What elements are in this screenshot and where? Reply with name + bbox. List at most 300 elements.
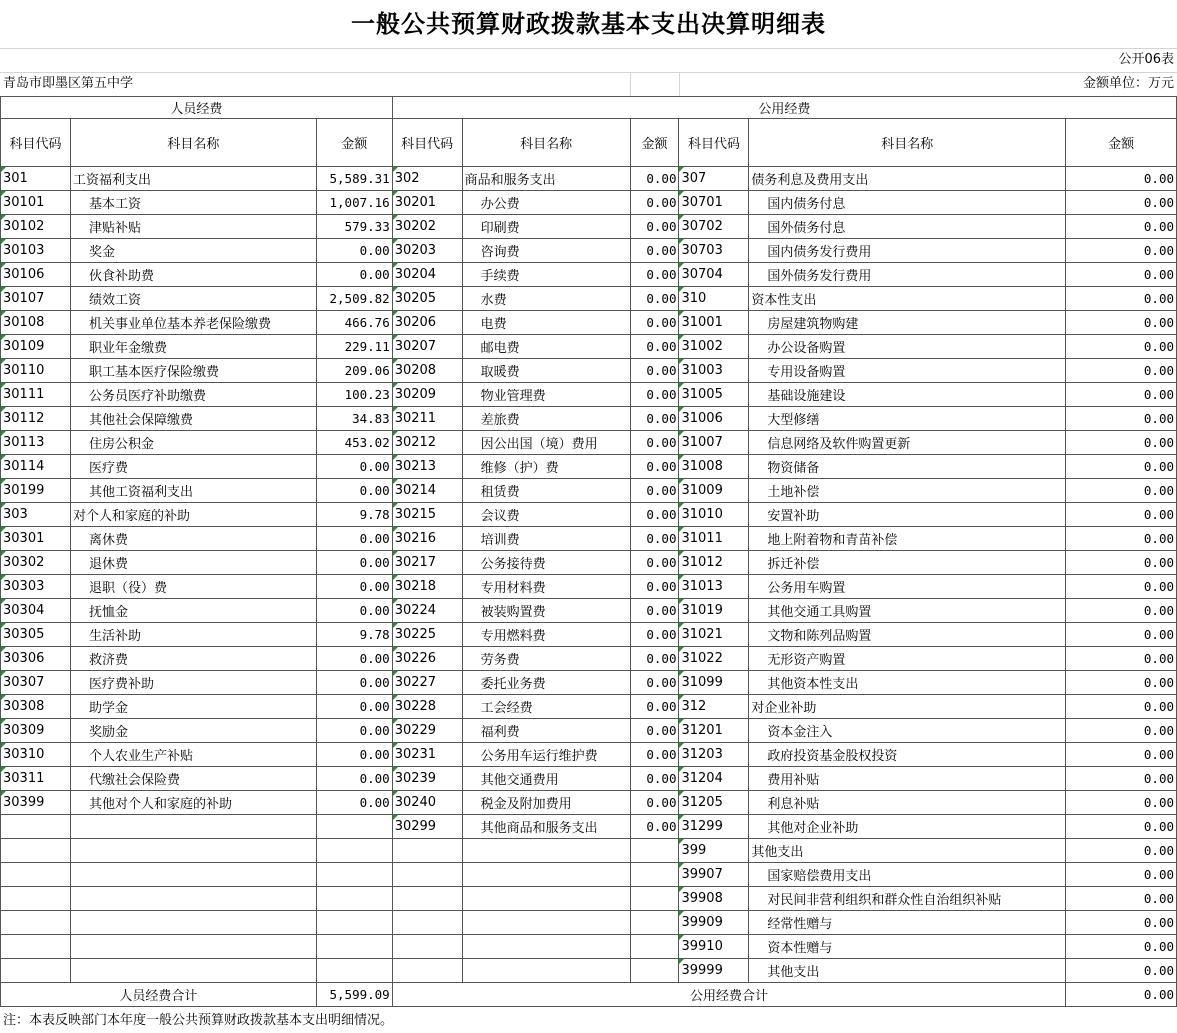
code-cell: 30206 xyxy=(392,311,462,335)
name-cell: 地上附着物和青苗补偿 xyxy=(749,527,1066,551)
name-cell: 工会经费 xyxy=(462,695,630,719)
table-row xyxy=(1,239,1177,263)
code-cell: 30208 xyxy=(392,359,462,383)
table-row xyxy=(1,407,1177,431)
amount-cell: 0.00 xyxy=(1066,935,1177,959)
amount-cell: 0.00 xyxy=(1066,575,1177,599)
name-cell: 其他工资福利支出 xyxy=(70,479,316,503)
table-row xyxy=(1,719,1177,743)
name-cell: 土地补偿 xyxy=(749,479,1066,503)
amount-cell: 100.23 xyxy=(316,383,392,407)
amount-cell: 9.78 xyxy=(316,623,392,647)
name-cell: 国内债务发行费用 xyxy=(749,239,1066,263)
amount-cell: 0.00 xyxy=(630,815,679,839)
name-cell: 物资储备 xyxy=(749,455,1066,479)
name-cell: 福利费 xyxy=(462,719,630,743)
code-cell: 31021 xyxy=(679,623,749,647)
code-cell: 312 xyxy=(679,695,749,719)
code-cell: 30107 xyxy=(1,287,71,311)
name-cell: 国外债务付息 xyxy=(749,215,1066,239)
name-cell: 费用补贴 xyxy=(749,767,1066,791)
code-cell: 30201 xyxy=(392,191,462,215)
code-cell: 31099 xyxy=(679,671,749,695)
code-cell: 30306 xyxy=(1,647,71,671)
table-row xyxy=(1,575,1177,599)
code-cell xyxy=(1,863,71,887)
amount-cell: 0.00 xyxy=(1066,887,1177,911)
name-cell xyxy=(462,863,630,887)
amount-cell xyxy=(630,887,679,911)
name-cell: 因公出国（境）费用 xyxy=(462,431,630,455)
table-row xyxy=(1,815,1177,839)
col-header-name: 科目名称 xyxy=(462,119,630,167)
amount-cell xyxy=(630,839,679,863)
col-header-code: 科目代码 xyxy=(392,119,462,167)
amount-cell: 0.00 xyxy=(316,647,392,671)
amount-cell: 0.00 xyxy=(316,695,392,719)
amount-cell: 0.00 xyxy=(1066,383,1177,407)
amount-cell: 0.00 xyxy=(1066,527,1177,551)
report-title: 一般公共预算财政拨款基本支出决算明细表 xyxy=(351,9,826,38)
code-cell xyxy=(1,911,71,935)
amount-cell: 0.00 xyxy=(1066,815,1177,839)
amount-cell: 0.00 xyxy=(316,455,392,479)
amount-cell: 0.00 xyxy=(1066,719,1177,743)
name-cell: 津贴补贴 xyxy=(70,215,316,239)
name-cell: 机关事业单位基本养老保险缴费 xyxy=(70,311,316,335)
name-cell: 劳务费 xyxy=(462,647,630,671)
name-cell: 代缴社会保险费 xyxy=(70,767,316,791)
amount-cell xyxy=(316,911,392,935)
code-cell: 30216 xyxy=(392,527,462,551)
amount-cell xyxy=(316,863,392,887)
code-cell: 31013 xyxy=(679,575,749,599)
name-cell: 税金及附加费用 xyxy=(462,791,630,815)
code-cell: 30215 xyxy=(392,503,462,527)
code-cell: 30303 xyxy=(1,575,71,599)
amount-cell: 0.00 xyxy=(630,215,679,239)
name-cell: 差旅费 xyxy=(462,407,630,431)
amount-cell: 453.02 xyxy=(316,431,392,455)
amount-cell: 0.00 xyxy=(1066,407,1177,431)
name-cell: 基本工资 xyxy=(70,191,316,215)
amount-cell: 2,509.82 xyxy=(316,287,392,311)
name-cell: 伙食补助费 xyxy=(70,263,316,287)
name-cell: 商品和服务支出 xyxy=(462,167,630,191)
name-cell: 退休费 xyxy=(70,551,316,575)
table-row xyxy=(1,263,1177,287)
amount-cell: 579.33 xyxy=(316,215,392,239)
amount-cell: 0.00 xyxy=(316,527,392,551)
name-cell: 生活补助 xyxy=(70,623,316,647)
amount-cell: 0.00 xyxy=(630,191,679,215)
name-cell: 办公设备购置 xyxy=(749,335,1066,359)
amount-cell: 0.00 xyxy=(1066,215,1177,239)
code-cell: 30217 xyxy=(392,551,462,575)
amount-cell: 229.11 xyxy=(316,335,392,359)
code-cell: 31010 xyxy=(679,503,749,527)
code-cell xyxy=(392,839,462,863)
amount-cell: 1,007.16 xyxy=(316,191,392,215)
code-cell: 30239 xyxy=(392,767,462,791)
amount-cell: 0.00 xyxy=(1066,695,1177,719)
name-cell: 租赁费 xyxy=(462,479,630,503)
amount-cell: 0.00 xyxy=(1066,455,1177,479)
code-cell: 39910 xyxy=(679,935,749,959)
form-number: 公开06表 xyxy=(1118,52,1174,67)
name-cell: 会议费 xyxy=(462,503,630,527)
amount-cell: 0.00 xyxy=(630,551,679,575)
amount-cell xyxy=(316,935,392,959)
code-cell: 31003 xyxy=(679,359,749,383)
amount-cell: 0.00 xyxy=(630,575,679,599)
code-cell: 30310 xyxy=(1,743,71,767)
name-cell: 大型修缮 xyxy=(749,407,1066,431)
amount-cell: 0.00 xyxy=(316,791,392,815)
code-cell: 30204 xyxy=(392,263,462,287)
totals-row xyxy=(1,983,1177,1007)
name-cell: 医疗费 xyxy=(70,455,316,479)
name-cell: 职业年金缴费 xyxy=(70,335,316,359)
name-cell: 印刷费 xyxy=(462,215,630,239)
code-cell: 30211 xyxy=(392,407,462,431)
expenditure-table xyxy=(0,96,1177,1007)
amount-cell: 0.00 xyxy=(316,239,392,263)
col-header-name: 科目名称 xyxy=(749,119,1066,167)
name-cell: 退职（役）费 xyxy=(70,575,316,599)
amount-cell: 0.00 xyxy=(630,767,679,791)
unit-name: 青岛市即墨区第五中学 xyxy=(3,76,134,91)
code-cell: 303 xyxy=(1,503,71,527)
name-cell xyxy=(462,935,630,959)
code-cell: 39999 xyxy=(679,959,749,983)
amount-cell: 0.00 xyxy=(1066,287,1177,311)
col-header-code: 科目代码 xyxy=(679,119,749,167)
code-cell: 30229 xyxy=(392,719,462,743)
amount-cell: 0.00 xyxy=(630,167,679,191)
name-cell: 国外债务发行费用 xyxy=(749,263,1066,287)
name-cell: 抚恤金 xyxy=(70,599,316,623)
amount-cell: 0.00 xyxy=(1066,191,1177,215)
amount-cell: 0.00 xyxy=(630,695,679,719)
amount-cell: 0.00 xyxy=(1066,959,1177,983)
name-cell: 国内债务付息 xyxy=(749,191,1066,215)
code-cell xyxy=(1,887,71,911)
code-cell: 30224 xyxy=(392,599,462,623)
code-cell: 30214 xyxy=(392,479,462,503)
table-row xyxy=(1,215,1177,239)
code-cell xyxy=(392,863,462,887)
table-row xyxy=(1,527,1177,551)
amount-cell: 0.00 xyxy=(630,719,679,743)
name-cell: 国家赔偿费用支出 xyxy=(749,863,1066,887)
table-row xyxy=(1,359,1177,383)
table-row xyxy=(1,647,1177,671)
name-cell: 其他对个人和家庭的补助 xyxy=(70,791,316,815)
name-cell: 咨询费 xyxy=(462,239,630,263)
amount-cell: 0.00 xyxy=(1066,911,1177,935)
amount-cell: 0.00 xyxy=(316,551,392,575)
name-cell xyxy=(462,887,630,911)
code-cell: 30212 xyxy=(392,431,462,455)
grid-line xyxy=(630,72,631,96)
amount-cell: 0.00 xyxy=(1066,359,1177,383)
amount-cell xyxy=(630,935,679,959)
amount-cell: 0.00 xyxy=(1066,623,1177,647)
table-row xyxy=(1,767,1177,791)
table-row xyxy=(1,455,1177,479)
name-cell xyxy=(70,863,316,887)
name-cell: 水费 xyxy=(462,287,630,311)
code-cell: 39909 xyxy=(679,911,749,935)
amount-cell: 0.00 xyxy=(630,647,679,671)
code-cell: 30102 xyxy=(1,215,71,239)
code-cell: 310 xyxy=(679,287,749,311)
table-row xyxy=(1,839,1177,863)
name-cell: 资本性赠与 xyxy=(749,935,1066,959)
group-header-row xyxy=(1,97,1177,119)
amount-cell: 9.78 xyxy=(316,503,392,527)
amount-cell: 0.00 xyxy=(630,671,679,695)
name-cell: 经常性赠与 xyxy=(749,911,1066,935)
code-cell: 30227 xyxy=(392,671,462,695)
amount-cell: 0.00 xyxy=(630,311,679,335)
code-cell: 30701 xyxy=(679,191,749,215)
name-cell: 助学金 xyxy=(70,695,316,719)
code-cell: 30231 xyxy=(392,743,462,767)
code-cell: 39908 xyxy=(679,887,749,911)
name-cell: 其他支出 xyxy=(749,959,1066,983)
group-public: 公用经费 xyxy=(392,97,1176,119)
name-cell: 委托业务费 xyxy=(462,671,630,695)
code-cell: 30226 xyxy=(392,647,462,671)
name-cell: 公务接待费 xyxy=(462,551,630,575)
code-cell: 31203 xyxy=(679,743,749,767)
name-cell: 绩效工资 xyxy=(70,287,316,311)
amount-cell: 0.00 xyxy=(316,671,392,695)
name-cell xyxy=(462,839,630,863)
name-cell: 文物和陈列品购置 xyxy=(749,623,1066,647)
code-cell: 31002 xyxy=(679,335,749,359)
name-cell: 基础设施建设 xyxy=(749,383,1066,407)
code-cell: 30205 xyxy=(392,287,462,311)
table-row xyxy=(1,695,1177,719)
code-cell: 30301 xyxy=(1,527,71,551)
table-row xyxy=(1,479,1177,503)
code-cell: 31008 xyxy=(679,455,749,479)
name-cell: 其他交通费用 xyxy=(462,767,630,791)
table-row xyxy=(1,599,1177,623)
amount-cell xyxy=(630,863,679,887)
amount-cell: 0.00 xyxy=(630,287,679,311)
amount-cell: 0.00 xyxy=(1066,839,1177,863)
amount-cell xyxy=(316,887,392,911)
table-row xyxy=(1,671,1177,695)
amount-cell: 0.00 xyxy=(1066,335,1177,359)
amount-cell: 0.00 xyxy=(1066,791,1177,815)
amount-cell: 0.00 xyxy=(630,407,679,431)
code-cell: 302 xyxy=(392,167,462,191)
amount-cell: 0.00 xyxy=(630,479,679,503)
name-cell xyxy=(70,887,316,911)
code-cell: 307 xyxy=(679,167,749,191)
name-cell: 住房公积金 xyxy=(70,431,316,455)
code-cell: 30110 xyxy=(1,359,71,383)
name-cell: 专用燃料费 xyxy=(462,623,630,647)
col-header-name: 科目名称 xyxy=(70,119,316,167)
table-row xyxy=(1,791,1177,815)
amount-cell: 0.00 xyxy=(1066,551,1177,575)
table-row xyxy=(1,551,1177,575)
name-cell: 对民间非营利组织和群众性自治组织补贴 xyxy=(749,887,1066,911)
amount-cell: 0.00 xyxy=(1066,863,1177,887)
name-cell: 邮电费 xyxy=(462,335,630,359)
amount-cell: 0.00 xyxy=(630,599,679,623)
name-cell: 对企业补助 xyxy=(749,695,1066,719)
code-cell xyxy=(1,935,71,959)
code-cell: 31205 xyxy=(679,791,749,815)
amount-cell: 0.00 xyxy=(630,359,679,383)
amount-cell xyxy=(316,815,392,839)
amount-cell: 34.83 xyxy=(316,407,392,431)
amount-cell: 0.00 xyxy=(630,455,679,479)
amount-cell xyxy=(630,959,679,983)
code-cell: 30218 xyxy=(392,575,462,599)
code-cell: 30203 xyxy=(392,239,462,263)
amount-cell: 0.00 xyxy=(316,575,392,599)
name-cell: 个人农业生产补贴 xyxy=(70,743,316,767)
name-cell: 物业管理费 xyxy=(462,383,630,407)
table-row xyxy=(1,191,1177,215)
name-cell: 无形资产购置 xyxy=(749,647,1066,671)
amount-cell: 0.00 xyxy=(630,503,679,527)
name-cell: 专用设备购置 xyxy=(749,359,1066,383)
name-cell: 其他交通工具购置 xyxy=(749,599,1066,623)
code-cell: 30309 xyxy=(1,719,71,743)
amount-cell: 0.00 xyxy=(630,239,679,263)
amount-cell: 0.00 xyxy=(316,719,392,743)
amount-cell: 0.00 xyxy=(1066,479,1177,503)
name-cell: 奖励金 xyxy=(70,719,316,743)
code-cell: 30213 xyxy=(392,455,462,479)
amount-cell: 0.00 xyxy=(630,431,679,455)
amount-cell xyxy=(630,911,679,935)
table-row xyxy=(1,335,1177,359)
amount-cell: 0.00 xyxy=(1066,431,1177,455)
code-cell: 30101 xyxy=(1,191,71,215)
code-cell xyxy=(392,911,462,935)
code-cell: 31006 xyxy=(679,407,749,431)
code-cell: 30109 xyxy=(1,335,71,359)
name-cell: 对个人和家庭的补助 xyxy=(70,503,316,527)
column-header-row xyxy=(1,119,1177,167)
table-row xyxy=(1,935,1177,959)
code-cell xyxy=(1,839,71,863)
code-cell: 30703 xyxy=(679,239,749,263)
code-cell: 30702 xyxy=(679,215,749,239)
code-cell: 30207 xyxy=(392,335,462,359)
code-cell: 30114 xyxy=(1,455,71,479)
table-row xyxy=(1,503,1177,527)
code-cell: 30240 xyxy=(392,791,462,815)
name-cell: 其他商品和服务支出 xyxy=(462,815,630,839)
code-cell: 30209 xyxy=(392,383,462,407)
code-cell: 301 xyxy=(1,167,71,191)
name-cell: 取暖费 xyxy=(462,359,630,383)
name-cell: 电费 xyxy=(462,311,630,335)
amount-cell: 0.00 xyxy=(1066,239,1177,263)
amount-cell: 209.06 xyxy=(316,359,392,383)
name-cell: 房屋建筑物购建 xyxy=(749,311,1066,335)
name-cell xyxy=(70,839,316,863)
code-cell: 31204 xyxy=(679,767,749,791)
name-cell: 工资福利支出 xyxy=(70,167,316,191)
name-cell: 办公费 xyxy=(462,191,630,215)
code-cell: 39907 xyxy=(679,863,749,887)
code-cell: 30111 xyxy=(1,383,71,407)
code-cell: 30113 xyxy=(1,431,71,455)
money-unit: 金额单位：万元 xyxy=(1082,76,1174,91)
table-row xyxy=(1,311,1177,335)
amount-cell: 0.00 xyxy=(630,743,679,767)
code-cell: 30307 xyxy=(1,671,71,695)
col-header-amount: 金额 xyxy=(1066,119,1177,167)
name-cell: 培训费 xyxy=(462,527,630,551)
code-cell: 30199 xyxy=(1,479,71,503)
code-cell xyxy=(392,959,462,983)
name-cell xyxy=(70,935,316,959)
code-cell: 30106 xyxy=(1,263,71,287)
name-cell: 手续费 xyxy=(462,263,630,287)
table-row xyxy=(1,911,1177,935)
code-cell: 30308 xyxy=(1,695,71,719)
name-cell: 公务员医疗补助缴费 xyxy=(70,383,316,407)
col-header-amount: 金额 xyxy=(630,119,679,167)
grid-line xyxy=(679,72,680,96)
table-row xyxy=(1,743,1177,767)
amount-cell: 0.00 xyxy=(316,743,392,767)
name-cell: 政府投资基金股权投资 xyxy=(749,743,1066,767)
code-cell: 31299 xyxy=(679,815,749,839)
amount-cell: 0.00 xyxy=(316,479,392,503)
table-row xyxy=(1,887,1177,911)
group-personnel: 人员经费 xyxy=(1,97,393,119)
amount-cell: 0.00 xyxy=(630,263,679,287)
code-cell: 31011 xyxy=(679,527,749,551)
name-cell: 利息补贴 xyxy=(749,791,1066,815)
code-cell: 30112 xyxy=(1,407,71,431)
amount-cell: 0.00 xyxy=(630,527,679,551)
name-cell: 离休费 xyxy=(70,527,316,551)
name-cell: 其他社会保障缴费 xyxy=(70,407,316,431)
name-cell xyxy=(462,911,630,935)
code-cell xyxy=(1,959,71,983)
table-row xyxy=(1,623,1177,647)
amount-cell: 0.00 xyxy=(1066,503,1177,527)
code-cell: 31007 xyxy=(679,431,749,455)
personnel-total-label: 人员经费合计 xyxy=(1,983,317,1007)
amount-cell: 0.00 xyxy=(1066,671,1177,695)
amount-cell: 0.00 xyxy=(316,263,392,287)
name-cell: 被装购置费 xyxy=(462,599,630,623)
name-cell xyxy=(462,959,630,983)
name-cell: 专用材料费 xyxy=(462,575,630,599)
amount-cell: 5,589.31 xyxy=(316,167,392,191)
name-cell: 其他支出 xyxy=(749,839,1066,863)
grid-line xyxy=(0,72,1177,73)
name-cell: 资本性支出 xyxy=(749,287,1066,311)
code-cell: 30228 xyxy=(392,695,462,719)
